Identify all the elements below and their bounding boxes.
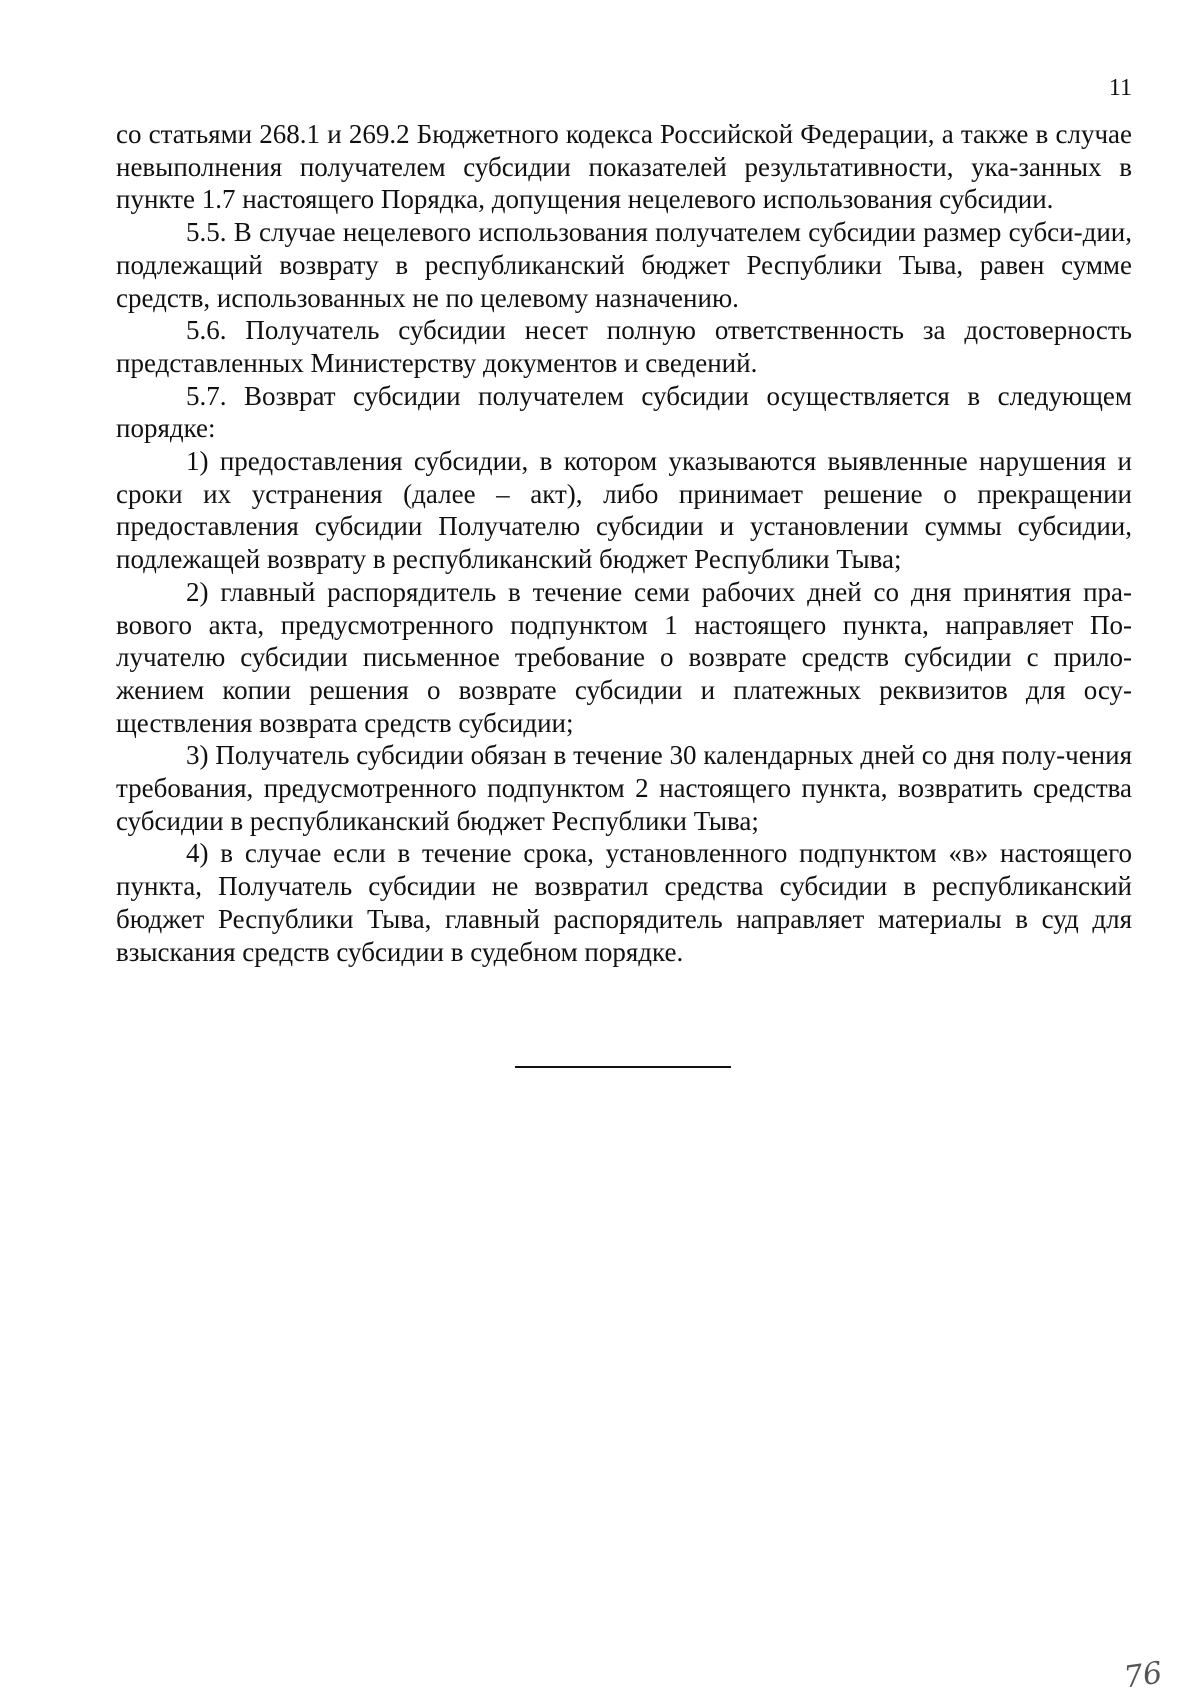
paragraph-5-7: 5.7. Возврат субсидии получателем субсидии осуществляется в следующем порядке:: [116, 380, 1132, 444]
list-item-2: 2) главный распорядитель в течение семи рабочих дней со дня принятия пра-вового акта, предусмотренного подпунктом 1 настоящего пункта, направляет По-лучателю субсидии письменное требование о возврате средств субсидии с прило-жением копии решения о возврате субсидии и платежных реквизитов для осу-ществления возврата средств субсидии;: [116, 576, 1132, 738]
list-item-4: 4) в случае если в течение срока, установленного подпунктом «в» настоящего пункта, Получатель субсидии не возвратил средства субсидии в республиканский бюджет Республики Тыва, главный распорядитель направляет материалы в суд для взыскания средств субсидии в судебном порядке.: [116, 838, 1132, 967]
list-item-3: 3) Получатель субсидии обязан в течение 30 календарных дней со дня полу-чения требования, предусмотренного подпунктом 2 настоящего пункта, возвратить средства субсидии в республиканский бюджет Республики Тыва;: [116, 740, 1132, 836]
end-separator-line: [515, 1066, 731, 1068]
paragraph-5-6: 5.6. Получатель субсидии несет полную ответственность за достоверность представленных Министерству документов и сведений.: [116, 315, 1132, 378]
document-body: [116, 118, 1132, 968]
handwritten-page-mark: 76: [1121, 1655, 1165, 1696]
paragraph-continuation: со статьями 268.1 и 269.2 Бюджетного кодекса Российской Федерации, а также в случае невыполнения получателем субсидии показателей результативности, ука-занных в пункте 1.7 настоящего Порядка, допущения нецелевого использования субсидии.: [116, 119, 1132, 215]
list-item-1: 1) предоставления субсидии, в котором указываются выявленные нарушения и сроки их устранения (далее – акт), либо принимает решение о прекращении предоставления субсидии Получателю субсидии и установлении суммы субсидии, подлежащей возврату в республиканский бюджет Республики Тыва;: [116, 446, 1132, 575]
page-number: 11: [1108, 75, 1132, 101]
paragraph-5-5: 5.5. В случае нецелевого использования получателем субсидии размер субси-дии, подлежащий возврату в республиканский бюджет Республики Тыва, равен сумме средств, использованных не по целевому назначению.: [116, 217, 1132, 313]
